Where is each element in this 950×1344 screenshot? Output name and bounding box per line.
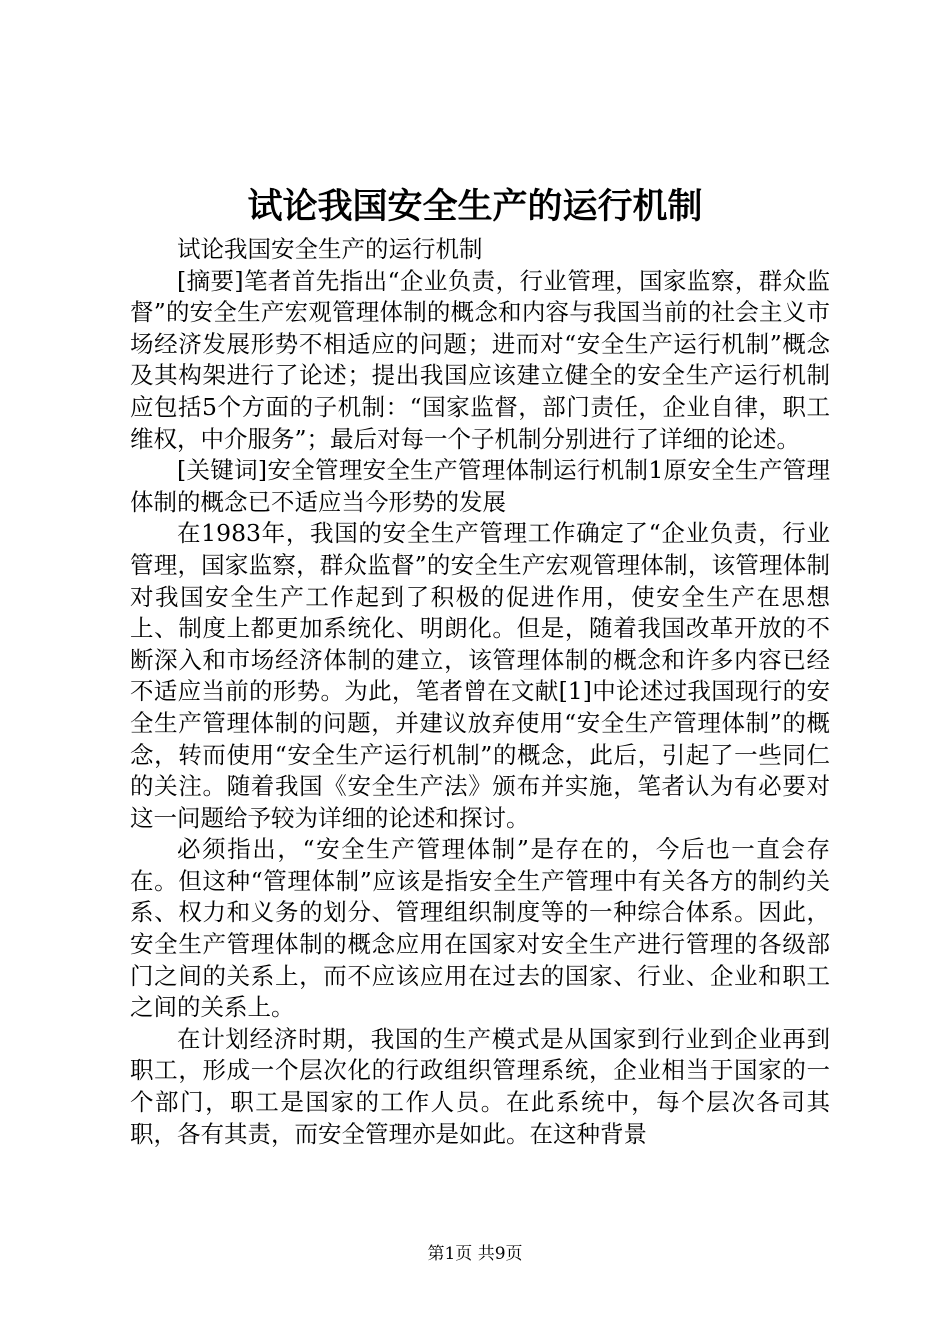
body-paragraph: 在计划经济时期，我国的生产模式是从国家到行业到企业再到职工，形成一个层次化的行政组织管理系统，企业相当于国家的一个部门，职工是国家的工作人员。在此系统中，每个层次各司其职，各有其责，而安全管理亦是如此。在这种背景 [130, 1024, 830, 1148]
document-title: 试论我国安全生产的运行机制 [247, 187, 703, 227]
keywords-paragraph: [关键词]安全管理安全生产管理体制运行机制1原安全生产管理体制的概念已不适应当今形势的发展 [130, 456, 830, 516]
body-paragraph: 在1983年，我国的安全生产管理工作确定了“企业负责，行业管理，国家监察，群众监督”的安全生产宏观管理体制，该管理体制对我国安全生产工作起到了积极的促进作用，使安全生产在思想上、制度上都更加系统化、明朗化。但是，随着我国改革开放的不断深入和市场经济体制的建立，该管理体制的概念和许多内容已经不适应当前的形势。为此，笔者曾在文献[1]中论述过我国现行的安全生产管理体制的问题，并建议放弃使用“安全生产管理体制”的概念，转而使用“安全生产运行机制”的概念，此后，引起了一些同仁的关注。随着我国《安全生产法》颁布并实施，笔者认为有必要对这一问题给予较为详细的论述和探讨。 [130, 519, 830, 832]
document-body [130, 234, 830, 1150]
subtitle-paragraph: 试论我国安全生产的运行机制 [177, 235, 483, 263]
page-footer: 第1页 共9页 [427, 1244, 523, 1264]
abstract-paragraph: [摘要]笔者首先指出“企业负责，行业管理，国家监察，群众监督”的安全生产宏观管理体制的概念和内容与我国当前的社会主义市场经济发展形势不相适应的问题；进而对“安全生产运行机制”概念及其构架进行了论述；提出我国应该建立健全的安全生产运行机制应包括5个方面的子机制：“国家监督，部门责任，企业自律，职工维权，中介服务”；最后对每一个子机制分别进行了详细的论述。 [130, 266, 830, 453]
body-paragraph: 必须指出，“安全生产管理体制”是存在的，今后也一直会存在。但这种“管理体制”应该是指安全生产管理中有关各方的制约关系、权力和义务的划分、管理组织制度等的一种综合体系。因此，安全生产管理体制的概念应用在国家对安全生产进行管理的各级部门之间的关系上，而不应该应用在过去的国家、行业、企业和职工之间的关系上。 [130, 835, 830, 1022]
